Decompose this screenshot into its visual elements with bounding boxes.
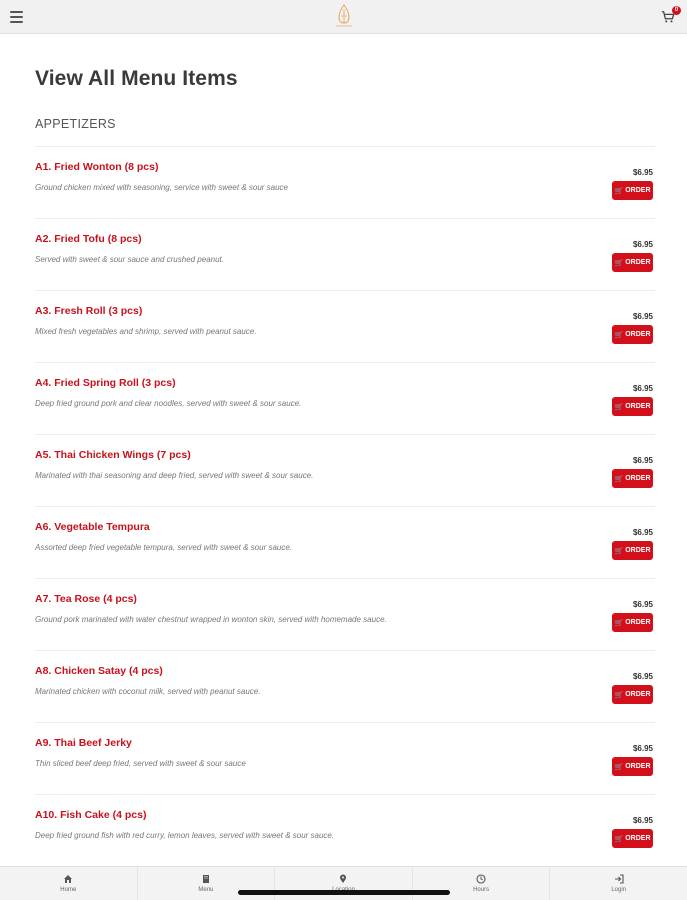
nav-login[interactable] (550, 867, 687, 900)
item-description: Thin sliced beef deep fried, served with sweet & sour sauce (35, 759, 246, 768)
item-name[interactable]: A3. Fresh Roll (3 pcs) (35, 305, 143, 317)
item-name[interactable]: A2. Fried Tofu (8 pcs) (35, 233, 142, 245)
item-price: $6.95 (632, 672, 653, 681)
nav-hours-label: Hours (473, 887, 490, 893)
map-pin-icon (338, 874, 348, 884)
cart-icon: 🛒 (614, 547, 624, 555)
item-price: $6.95 (632, 816, 653, 825)
item-description: Mixed fresh vegetables and shrimp, served with peanut sauce. (35, 327, 257, 336)
item-description: Served with sweet & sour sauce and crushed peanut. (35, 255, 224, 264)
order-button-label: ORDER (625, 187, 651, 194)
item-price: $6.95 (632, 528, 653, 537)
order-button-label: ORDER (625, 763, 651, 770)
item-name[interactable]: A6. Vegetable Tempura (35, 521, 150, 533)
item-name[interactable]: A5. Thai Chicken Wings (7 pcs) (35, 449, 191, 461)
menu-item (35, 291, 655, 363)
order-button-label: ORDER (625, 259, 651, 266)
nav-home-label: Home (60, 887, 77, 893)
item-name[interactable]: A9. Thai Beef Jerky (35, 737, 132, 749)
order-button-label: ORDER (625, 331, 651, 338)
nav-menu[interactable] (138, 867, 276, 900)
order-button-label: ORDER (625, 475, 651, 482)
cart-icon: 🛒 (614, 835, 624, 843)
nav-home[interactable] (0, 867, 138, 900)
menu-item (35, 507, 655, 579)
order-button[interactable] (612, 757, 653, 776)
item-name[interactable]: A10. Fish Cake (4 pcs) (35, 809, 147, 821)
cart-icon: 🛒 (614, 691, 624, 699)
nav-login-label: Login (611, 887, 627, 893)
order-button[interactable] (612, 613, 653, 632)
login-icon (614, 874, 624, 884)
item-description: Deep fried ground pork and clear noodles, served with sweet & sour sauce. (35, 399, 302, 408)
item-price: $6.95 (632, 600, 653, 609)
item-price: $6.95 (632, 744, 653, 753)
order-button-label: ORDER (625, 547, 651, 554)
item-name[interactable]: A1. Fried Wonton (8 pcs) (35, 161, 159, 173)
menu-item (35, 147, 655, 219)
cart-icon: 🛒 (614, 187, 624, 195)
item-price: $6.95 (632, 240, 653, 249)
item-name[interactable]: A7. Tea Rose (4 pcs) (35, 593, 137, 605)
menu-item (35, 219, 655, 291)
order-button[interactable] (612, 253, 653, 272)
menu-item (35, 579, 655, 651)
menu-item (35, 435, 655, 507)
cart-count-badge: 0 (672, 6, 681, 15)
item-name[interactable]: A4. Fried Spring Roll (3 pcs) (35, 377, 176, 389)
nav-menu-label: Menu (198, 887, 214, 893)
top-bar (0, 0, 687, 34)
restaurant-logo[interactable] (332, 4, 356, 30)
item-price: $6.95 (632, 312, 653, 321)
item-description: Marinated chicken with coconut milk, served with peanut sauce. (35, 687, 261, 696)
order-button[interactable] (612, 685, 653, 704)
nav-location[interactable] (275, 867, 413, 900)
book-icon (201, 874, 211, 884)
order-button[interactable] (612, 541, 653, 560)
order-button-label: ORDER (625, 835, 651, 842)
item-description: Marinated with thai seasoning and deep fried, served with sweet & sour sauce. (35, 471, 314, 480)
order-button[interactable] (612, 469, 653, 488)
item-description: Assorted deep fried vegetable tempura, served with sweet & sour sauce. (35, 543, 293, 552)
item-price: $6.95 (632, 168, 653, 177)
hamburger-icon[interactable] (10, 11, 23, 23)
order-button[interactable] (612, 181, 653, 200)
menu-item (35, 651, 655, 723)
item-description: Ground pork marinated with water chestnut wrapped in wonton skin, served with homemade sauce. (35, 615, 387, 624)
cart-icon: 🛒 (614, 331, 624, 339)
home-indicator (238, 890, 450, 895)
order-button[interactable] (612, 397, 653, 416)
cart-button[interactable] (661, 7, 679, 26)
section-title: APPETIZERS (35, 117, 116, 131)
page-title: View All Menu Items (35, 67, 238, 90)
item-description: Ground chicken mixed with seasoning, service with sweet & sour sauce (35, 183, 289, 192)
cart-icon: 🛒 (614, 619, 624, 627)
order-button-label: ORDER (625, 691, 651, 698)
item-price: $6.95 (632, 384, 653, 393)
menu-item (35, 723, 655, 795)
order-button-label: ORDER (625, 619, 651, 626)
menu-item (35, 795, 655, 867)
menu-item (35, 363, 655, 435)
item-price: $6.95 (632, 456, 653, 465)
item-description: Deep fried ground fish with red curry, lemon leaves, served with sweet & sour sauce. (35, 831, 335, 840)
cart-icon: 🛒 (614, 763, 624, 771)
nav-hours[interactable] (413, 867, 551, 900)
order-button[interactable] (612, 829, 653, 848)
cart-icon: 🛒 (614, 403, 624, 411)
order-button[interactable] (612, 325, 653, 344)
cart-icon: 🛒 (614, 475, 624, 483)
home-icon (63, 874, 73, 884)
cart-icon: 🛒 (614, 259, 624, 267)
clock-icon (476, 874, 486, 884)
item-name[interactable]: A8. Chicken Satay (4 pcs) (35, 665, 163, 677)
order-button-label: ORDER (625, 403, 651, 410)
